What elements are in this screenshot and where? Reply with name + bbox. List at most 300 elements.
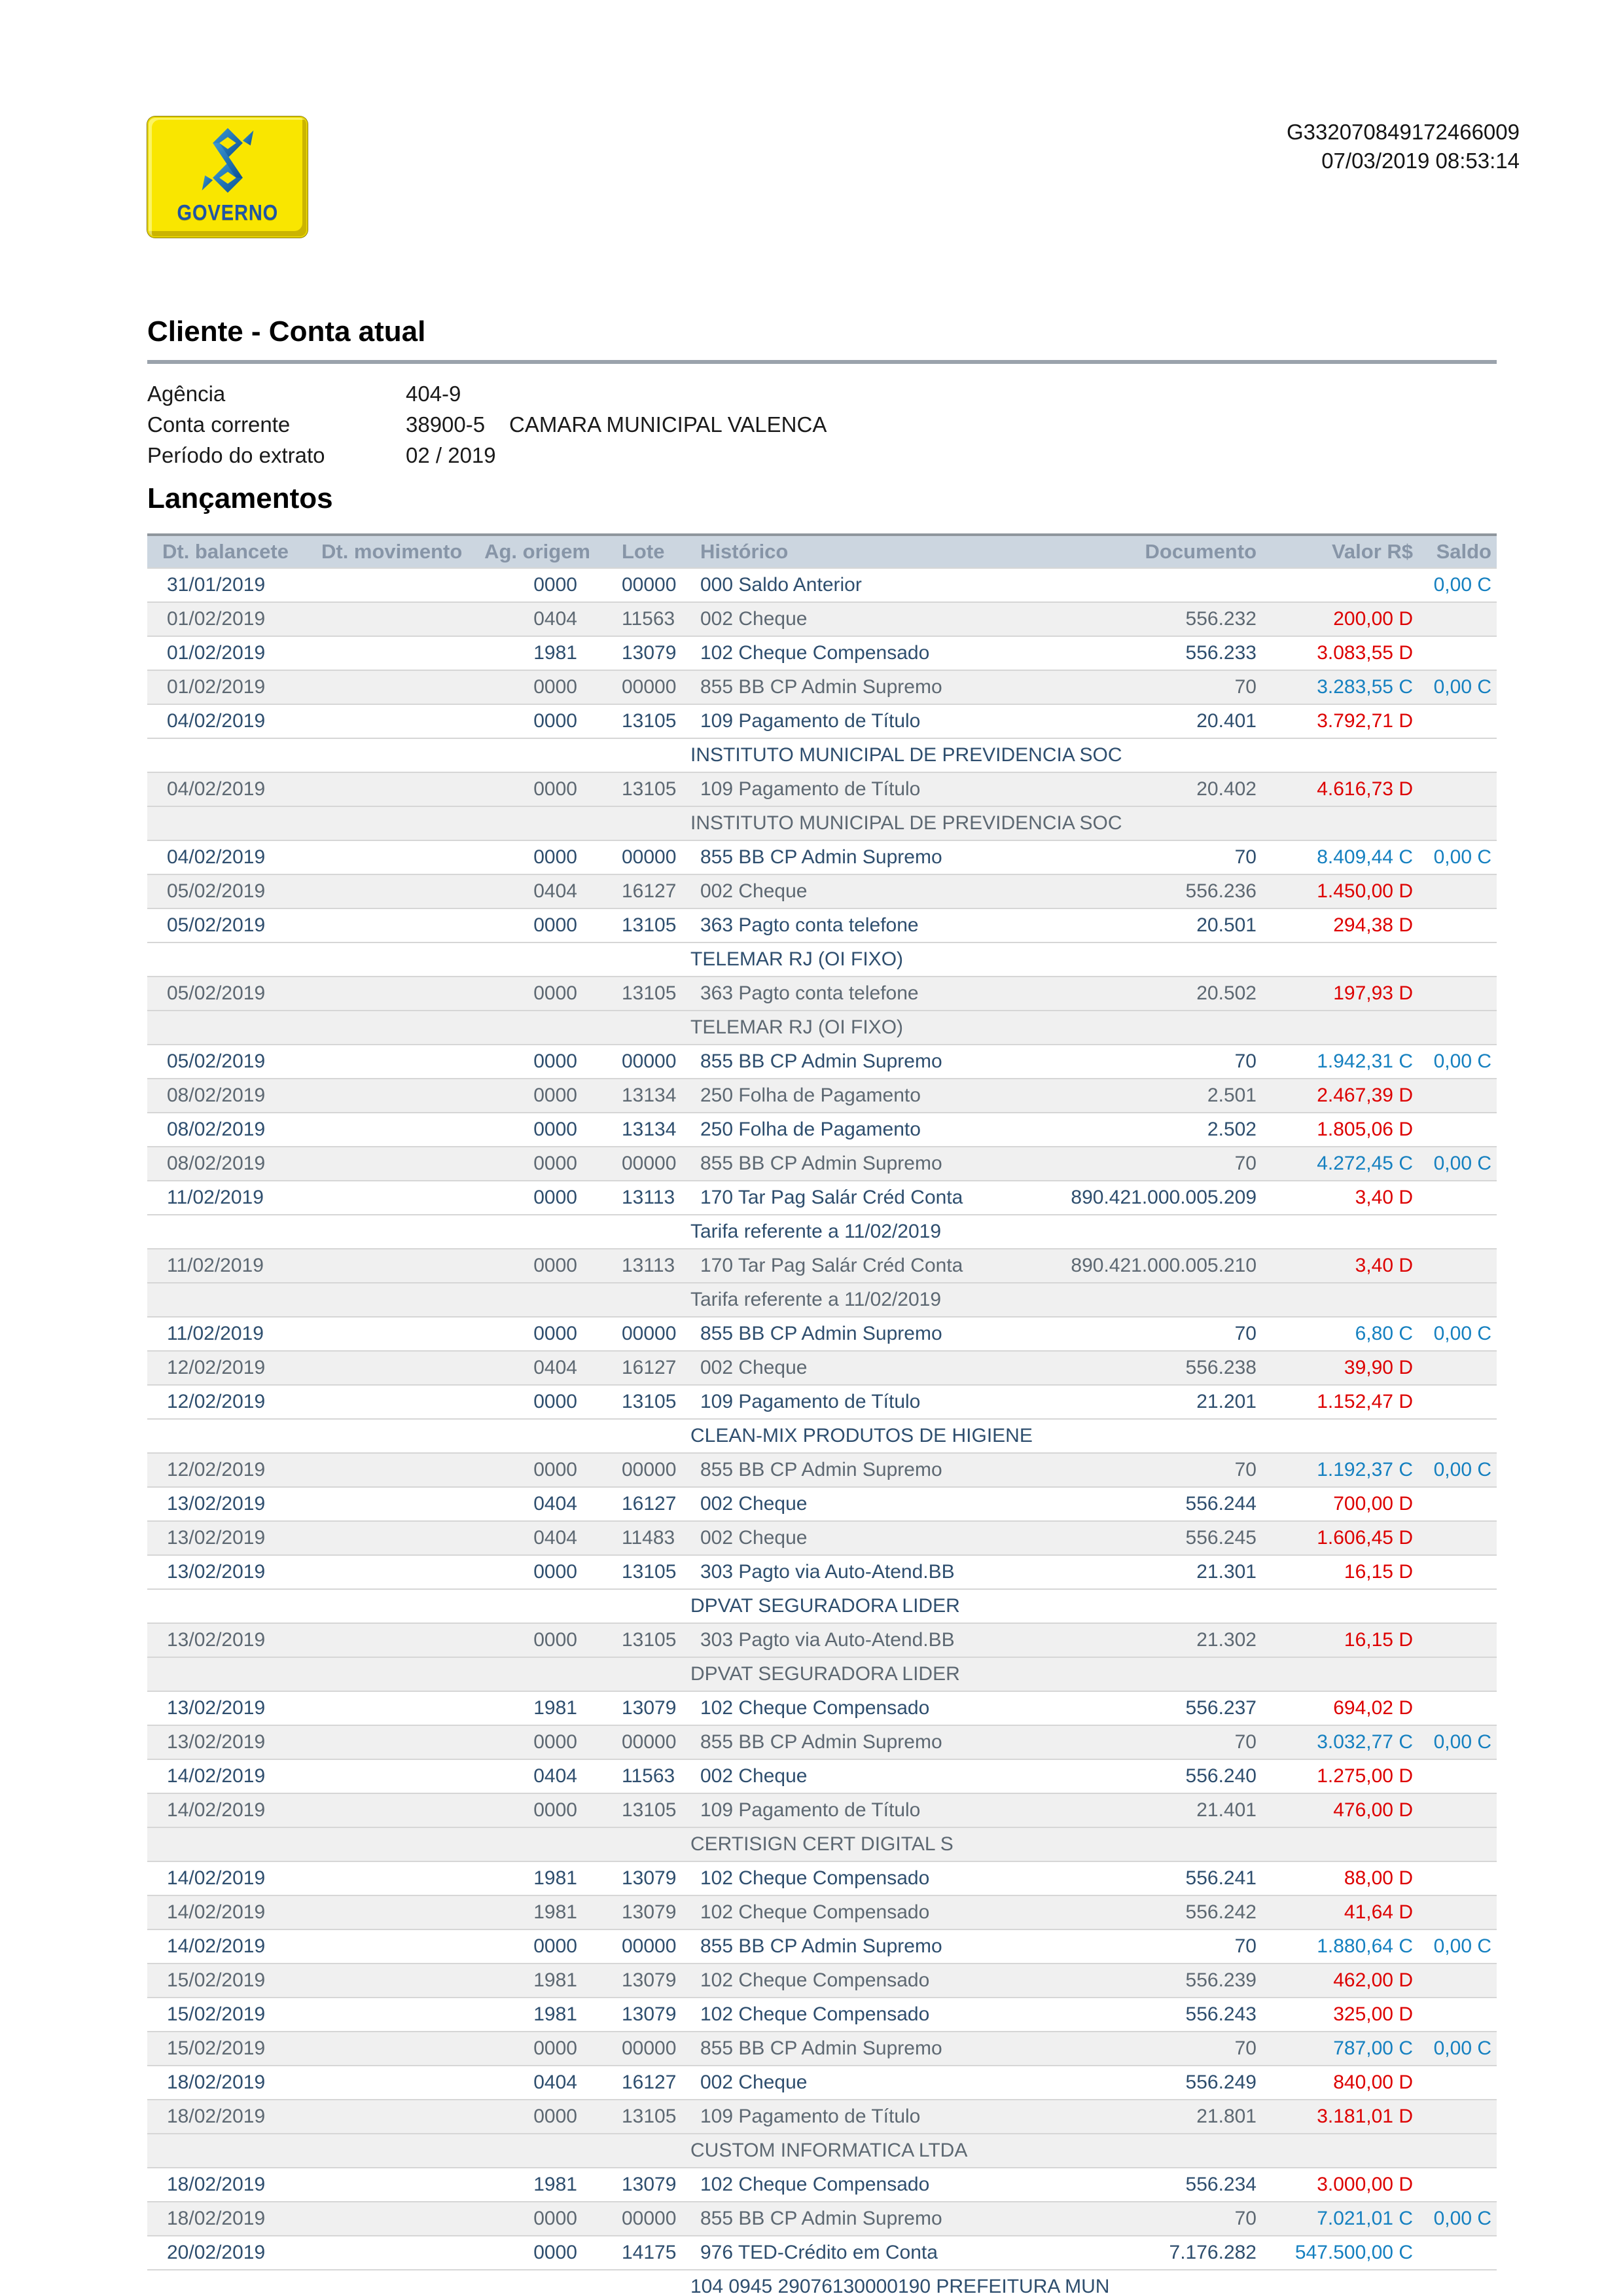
cell-saldo [1418,2168,1497,2202]
cell-valor: 547.500,00 C [1263,2236,1418,2270]
cell-dt-movimento [304,1113,461,1147]
agencia-value: 404-9 [406,382,461,406]
cell-valor: 1.192,37 C [1263,1453,1418,1487]
cell-lote: 16127 [596,1351,690,1385]
cell-documento: 21.301 [1021,1555,1263,1589]
detail-spacer [147,1419,690,1453]
cell-saldo [1418,1998,1497,2032]
detail-spacer [147,1283,690,1317]
transaction-row [147,1487,1497,1521]
bb-emblem-icon [195,126,260,196]
cell-lote: 13079 [596,636,690,670]
cell-ag-origem: 0000 [461,1147,596,1181]
transaction-row [147,840,1497,874]
transaction-detail-text: CERTISIGN CERT DIGITAL S [690,1827,1497,1861]
cell-dt-movimento [304,1725,461,1759]
detail-spacer [147,1589,690,1623]
cell-historico: 002 Cheque [690,874,1021,908]
cell-dt-movimento [304,1793,461,1827]
cell-lote: 13079 [596,1895,690,1929]
cell-documento: 556.245 [1021,1521,1263,1555]
cell-dt-balancete: 04/02/2019 [147,840,304,874]
transaction-detail-row [147,1657,1497,1691]
transaction-row [147,2236,1497,2270]
transaction-row [147,636,1497,670]
transaction-row [147,2168,1497,2202]
transaction-row [147,1249,1497,1283]
cell-historico: 855 BB CP Admin Supremo [690,1147,1021,1181]
cell-valor: 694,02 D [1263,1691,1418,1725]
cell-documento: 70 [1021,670,1263,704]
transaction-row [147,1147,1497,1181]
cell-historico: 303 Pagto via Auto-Atend.BB [690,1555,1021,1589]
cell-dt-balancete: 13/02/2019 [147,1691,304,1725]
cell-valor: 476,00 D [1263,1793,1418,1827]
cell-dt-movimento [304,2202,461,2236]
cell-saldo [1418,908,1497,942]
cell-historico: 855 BB CP Admin Supremo [690,1045,1021,1079]
transaction-detail-row [147,2134,1497,2168]
cell-valor: 700,00 D [1263,1487,1418,1521]
transactions-section-title: Lançamentos [147,482,333,514]
cell-saldo: 0,00 C [1418,670,1497,704]
periodo-label: Período do extrato [147,443,325,467]
cell-historico: 976 TED-Crédito em Conta [690,2236,1021,2270]
cell-documento: 21.302 [1021,1623,1263,1657]
transaction-detail-text: DPVAT SEGURADORA LIDER [690,1657,1497,1691]
cell-lote: 13079 [596,1861,690,1895]
cell-valor: 462,00 D [1263,1964,1418,1998]
banco-do-brasil-logo [147,117,308,238]
cell-dt-movimento [304,840,461,874]
cell-historico: 109 Pagamento de Título [690,1385,1021,1419]
cell-dt-movimento [304,908,461,942]
cell-dt-movimento [304,1691,461,1725]
cell-lote: 00000 [596,1317,690,1351]
document-meta [1287,118,1520,175]
cell-historico: 303 Pagto via Auto-Atend.BB [690,1623,1021,1657]
cell-saldo [1418,1181,1497,1215]
cell-lote: 00000 [596,1929,690,1964]
cell-documento: 556.242 [1021,1895,1263,1929]
col-header-lote: Lote [596,535,690,568]
detail-spacer [147,1657,690,1691]
cell-lote: 13105 [596,977,690,1011]
cell-dt-balancete: 14/02/2019 [147,1759,304,1793]
cell-dt-balancete: 08/02/2019 [147,1113,304,1147]
cell-lote: 16127 [596,1487,690,1521]
transaction-detail-text: INSTITUTO MUNICIPAL DE PREVIDENCIA SOC [690,738,1497,772]
cell-historico: 250 Folha de Pagamento [690,1113,1021,1147]
cell-dt-balancete: 31/01/2019 [147,568,304,602]
cell-valor: 3.000,00 D [1263,2168,1418,2202]
cell-historico: 855 BB CP Admin Supremo [690,2202,1021,2236]
cell-ag-origem: 0000 [461,2100,596,2134]
cell-documento: 556.233 [1021,636,1263,670]
cell-historico: 102 Cheque Compensado [690,1895,1021,1929]
detail-spacer [147,2270,690,2296]
cell-historico: 102 Cheque Compensado [690,1964,1021,1998]
transaction-row [147,977,1497,1011]
cell-valor: 3.032,77 C [1263,1725,1418,1759]
transaction-row [147,1759,1497,1793]
cell-dt-balancete: 18/02/2019 [147,2066,304,2100]
cell-dt-balancete: 01/02/2019 [147,636,304,670]
cell-historico: 000 Saldo Anterior [690,568,1021,602]
cell-saldo [1418,977,1497,1011]
cell-historico: 109 Pagamento de Título [690,772,1021,806]
cell-saldo: 0,00 C [1418,2032,1497,2066]
cell-historico: 855 BB CP Admin Supremo [690,1317,1021,1351]
client-info [147,378,1497,471]
cell-dt-movimento [304,568,461,602]
cell-valor: 200,00 D [1263,602,1418,636]
transaction-row [147,1929,1497,1964]
cell-valor: 1.275,00 D [1263,1759,1418,1793]
cell-valor: 1.880,64 C [1263,1929,1418,1964]
cell-valor: 41,64 D [1263,1895,1418,1929]
cell-dt-balancete: 11/02/2019 [147,1181,304,1215]
cell-documento: 890.421.000.005.209 [1021,1181,1263,1215]
cell-lote: 11483 [596,1521,690,1555]
client-info-row-periodo [147,440,1497,471]
detail-spacer [147,2134,690,2168]
cell-lote: 13105 [596,772,690,806]
cell-saldo [1418,2236,1497,2270]
cell-saldo [1418,1249,1497,1283]
cell-lote: 13105 [596,1555,690,1589]
transaction-detail-row [147,1419,1497,1453]
cell-valor: 39,90 D [1263,1351,1418,1385]
cell-dt-balancete: 08/02/2019 [147,1079,304,1113]
cell-lote: 00000 [596,1453,690,1487]
cell-dt-movimento [304,1351,461,1385]
cell-valor: 16,15 D [1263,1623,1418,1657]
cell-dt-movimento [304,1861,461,1895]
cell-saldo [1418,1351,1497,1385]
transaction-row [147,1317,1497,1351]
cell-historico: 855 BB CP Admin Supremo [690,1725,1021,1759]
client-info-row-agencia [147,378,1497,409]
cell-ag-origem: 0000 [461,1113,596,1147]
cell-valor: 2.467,39 D [1263,1079,1418,1113]
cell-saldo: 0,00 C [1418,840,1497,874]
cell-dt-movimento [304,1181,461,1215]
col-header-historico: Histórico [690,535,1021,568]
cell-documento: 7.176.282 [1021,2236,1263,2270]
cell-lote: 13113 [596,1181,690,1215]
detail-spacer [147,942,690,977]
cell-ag-origem: 0000 [461,1079,596,1113]
transaction-row [147,1998,1497,2032]
transaction-row [147,1113,1497,1147]
logo-governo-text: GOVERNO [177,200,278,224]
cell-saldo: 0,00 C [1418,1725,1497,1759]
cell-historico: 002 Cheque [690,1487,1021,1521]
cell-valor: 3.083,55 D [1263,636,1418,670]
cell-dt-movimento [304,1147,461,1181]
cell-dt-movimento [304,1759,461,1793]
col-header-dt-balancete: Dt. balancete [147,535,304,568]
transaction-row [147,1453,1497,1487]
cell-saldo [1418,1487,1497,1521]
cell-ag-origem: 0000 [461,1623,596,1657]
cell-ag-origem: 1981 [461,636,596,670]
cell-dt-movimento [304,1385,461,1419]
detail-spacer [147,1215,690,1249]
cell-dt-balancete: 13/02/2019 [147,1623,304,1657]
transaction-row [147,602,1497,636]
cell-historico: 855 BB CP Admin Supremo [690,670,1021,704]
cell-documento: 890.421.000.005.210 [1021,1249,1263,1283]
cell-ag-origem: 0404 [461,1487,596,1521]
cell-documento: 556.239 [1021,1964,1263,1998]
cell-saldo [1418,1079,1497,1113]
transaction-detail-text: TELEMAR RJ (OI FIXO) [690,1011,1497,1045]
cell-dt-movimento [304,1249,461,1283]
cell-saldo [1418,1691,1497,1725]
cell-valor: 16,15 D [1263,1555,1418,1589]
transaction-row [147,1521,1497,1555]
cell-ag-origem: 0000 [461,1793,596,1827]
cell-lote: 00000 [596,568,690,602]
cell-documento: 70 [1021,840,1263,874]
cell-saldo [1418,1964,1497,1998]
cell-ag-origem: 0000 [461,1045,596,1079]
cell-lote: 00000 [596,840,690,874]
cell-historico: 002 Cheque [690,1521,1021,1555]
cell-lote: 11563 [596,1759,690,1793]
cell-ag-origem: 0000 [461,2236,596,2270]
conta-value: 38900-5 [406,412,486,437]
transaction-row [147,1555,1497,1589]
cell-historico: 102 Cheque Compensado [690,636,1021,670]
cell-historico: 002 Cheque [690,1759,1021,1793]
cell-ag-origem: 0000 [461,772,596,806]
cell-saldo [1418,1759,1497,1793]
cell-documento [1021,568,1263,602]
cell-saldo [1418,1623,1497,1657]
cell-ag-origem: 1981 [461,1895,596,1929]
transaction-row [147,772,1497,806]
transaction-detail-row [147,1589,1497,1623]
transaction-detail-text: Tarifa referente a 11/02/2019 [690,1283,1497,1317]
transaction-detail-row [147,2270,1497,2296]
cell-lote: 13105 [596,1385,690,1419]
cell-historico: 102 Cheque Compensado [690,2168,1021,2202]
detail-spacer [147,1011,690,1045]
transaction-row [147,1079,1497,1113]
agencia-label: Agência [147,382,226,406]
cell-ag-origem: 0000 [461,2032,596,2066]
cell-valor: 787,00 C [1263,2032,1418,2066]
periodo-extra [509,440,1497,471]
detail-spacer [147,806,690,840]
cell-dt-movimento [304,1045,461,1079]
cell-lote: 13079 [596,2168,690,2202]
transaction-detail-text: TELEMAR RJ (OI FIXO) [690,942,1497,977]
cell-lote: 13105 [596,1793,690,1827]
cell-ag-origem: 0404 [461,1351,596,1385]
transaction-detail-text: CUSTOM INFORMATICA LTDA [690,2134,1497,2168]
cell-lote: 16127 [596,2066,690,2100]
transaction-row [147,2066,1497,2100]
transactions-header-row [147,535,1497,568]
cell-saldo [1418,636,1497,670]
transaction-row [147,1385,1497,1419]
cell-valor [1263,568,1418,602]
cell-dt-movimento [304,977,461,1011]
transaction-row [147,1793,1497,1827]
section-divider [147,360,1497,364]
cell-saldo [1418,772,1497,806]
client-info-row-conta [147,409,1497,440]
cell-lote: 00000 [596,1725,690,1759]
cell-historico: 363 Pagto conta telefone [690,977,1021,1011]
cell-saldo: 0,00 C [1418,2202,1497,2236]
cell-historico: 102 Cheque Compensado [690,1861,1021,1895]
cell-ag-origem: 0000 [461,568,596,602]
cell-dt-balancete: 01/02/2019 [147,670,304,704]
cell-historico: 170 Tar Pag Salár Créd Conta [690,1181,1021,1215]
cell-saldo [1418,1895,1497,1929]
cell-valor: 1.606,45 D [1263,1521,1418,1555]
cell-documento: 2.501 [1021,1079,1263,1113]
cell-documento: 20.502 [1021,977,1263,1011]
cell-dt-balancete: 15/02/2019 [147,1964,304,1998]
cell-dt-movimento [304,1317,461,1351]
transaction-detail-row [147,1827,1497,1861]
cell-documento: 70 [1021,1929,1263,1964]
cell-documento: 2.502 [1021,1113,1263,1147]
agencia-extra [509,378,1497,409]
transaction-row [147,1351,1497,1385]
cell-saldo: 0,00 C [1418,1317,1497,1351]
cell-dt-movimento [304,2066,461,2100]
cell-valor: 3.792,71 D [1263,704,1418,738]
cell-documento: 556.237 [1021,1691,1263,1725]
cell-documento: 70 [1021,1317,1263,1351]
cell-dt-movimento [304,1964,461,1998]
cell-dt-movimento [304,2168,461,2202]
cell-documento: 70 [1021,1147,1263,1181]
cell-lote: 13079 [596,1691,690,1725]
cell-dt-movimento [304,2100,461,2134]
cell-dt-balancete: 18/02/2019 [147,2202,304,2236]
cell-saldo [1418,1861,1497,1895]
transaction-row [147,1964,1497,1998]
document-datetime: 07/03/2019 08:53:14 [1321,149,1520,173]
document-header [147,117,1520,240]
client-section-title: Cliente - Conta atual [147,315,426,348]
cell-lote: 13079 [596,1998,690,2032]
cell-historico: 002 Cheque [690,1351,1021,1385]
cell-saldo: 0,00 C [1418,568,1497,602]
cell-dt-balancete: 12/02/2019 [147,1453,304,1487]
cell-dt-movimento [304,1487,461,1521]
cell-documento: 556.249 [1021,2066,1263,2100]
cell-historico: 102 Cheque Compensado [690,1691,1021,1725]
transaction-row [147,704,1497,738]
cell-saldo [1418,874,1497,908]
cell-lote: 13134 [596,1113,690,1147]
transaction-detail-row [147,942,1497,977]
cell-dt-balancete: 04/02/2019 [147,772,304,806]
cell-valor: 4.616,73 D [1263,772,1418,806]
cell-lote: 13105 [596,1623,690,1657]
transaction-row [147,1861,1497,1895]
cell-dt-movimento [304,704,461,738]
cell-ag-origem: 0404 [461,874,596,908]
cell-ag-origem: 0000 [461,1725,596,1759]
cell-ag-origem: 0000 [461,1249,596,1283]
cell-dt-movimento [304,874,461,908]
cell-ag-origem: 1981 [461,1861,596,1895]
cell-documento: 20.501 [1021,908,1263,942]
cell-historico: 002 Cheque [690,2066,1021,2100]
cell-ag-origem: 1981 [461,1998,596,2032]
cell-valor: 3.181,01 D [1263,2100,1418,2134]
transaction-row [147,2100,1497,2134]
transaction-detail-text: DPVAT SEGURADORA LIDER [690,1589,1497,1623]
cell-lote: 13079 [596,1964,690,1998]
cell-saldo [1418,1385,1497,1419]
cell-documento: 556.236 [1021,874,1263,908]
cell-saldo: 0,00 C [1418,1929,1497,1964]
cell-ag-origem: 0000 [461,1317,596,1351]
transaction-row [147,1895,1497,1929]
cell-saldo: 0,00 C [1418,1147,1497,1181]
cell-dt-movimento [304,772,461,806]
transaction-detail-row [147,1283,1497,1317]
cell-valor: 1.450,00 D [1263,874,1418,908]
cell-valor: 3,40 D [1263,1181,1418,1215]
cell-saldo [1418,704,1497,738]
cell-ag-origem: 0000 [461,670,596,704]
periodo-value: 02 / 2019 [406,443,496,467]
cell-ag-origem: 0000 [461,1453,596,1487]
cell-dt-movimento [304,1623,461,1657]
cell-historico: 855 BB CP Admin Supremo [690,1453,1021,1487]
cell-saldo [1418,1555,1497,1589]
cell-documento: 70 [1021,2032,1263,2066]
cell-ag-origem: 0000 [461,1385,596,1419]
cell-dt-balancete: 14/02/2019 [147,1861,304,1895]
cell-saldo [1418,2100,1497,2134]
cell-ag-origem: 0000 [461,2202,596,2236]
col-header-documento: Documento [1021,535,1263,568]
cell-documento: 556.244 [1021,1487,1263,1521]
cell-lote: 16127 [596,874,690,908]
cell-dt-balancete: 11/02/2019 [147,1317,304,1351]
cell-documento: 556.243 [1021,1998,1263,2032]
cell-lote: 13105 [596,908,690,942]
cell-valor: 1.942,31 C [1263,1045,1418,1079]
cell-lote: 13105 [596,2100,690,2134]
cell-dt-balancete: 05/02/2019 [147,977,304,1011]
cell-ag-origem: 0000 [461,1181,596,1215]
cell-ag-origem: 0000 [461,977,596,1011]
cell-dt-balancete: 12/02/2019 [147,1351,304,1385]
cell-dt-balancete: 05/02/2019 [147,874,304,908]
cell-valor: 840,00 D [1263,2066,1418,2100]
cell-dt-balancete: 13/02/2019 [147,1555,304,1589]
cell-documento: 556.240 [1021,1759,1263,1793]
cell-documento: 556.238 [1021,1351,1263,1385]
cell-documento: 70 [1021,2202,1263,2236]
cell-historico: 855 BB CP Admin Supremo [690,840,1021,874]
cell-valor: 294,38 D [1263,908,1418,942]
